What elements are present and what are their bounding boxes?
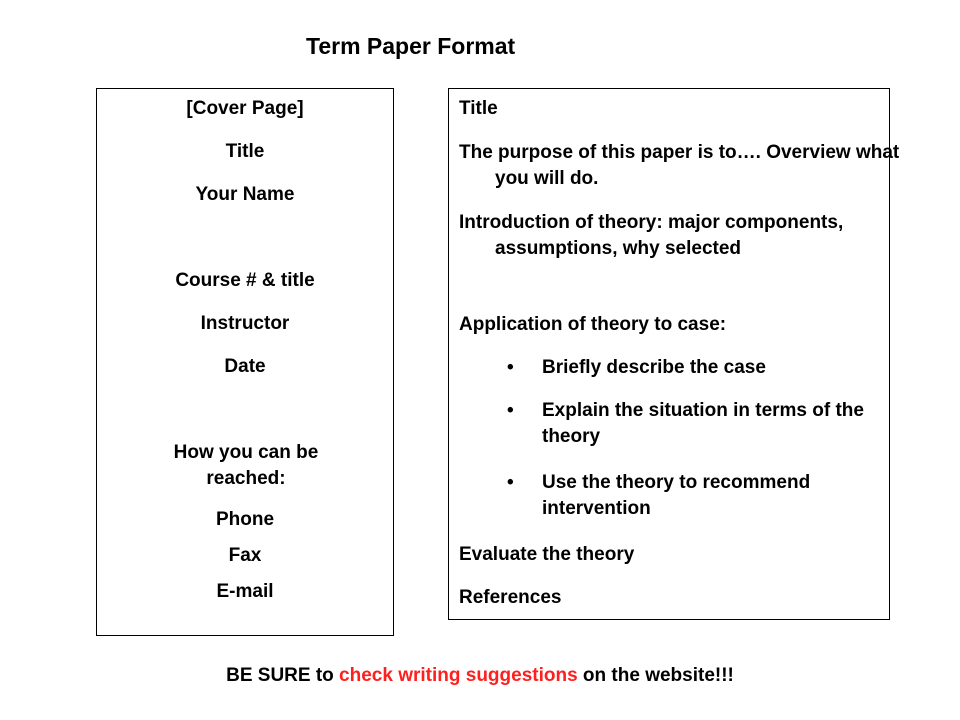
footer-prefix: BE SURE to: [226, 665, 340, 686]
cover-contact-heading: How you can be reached:: [173, 442, 319, 489]
bullet-text: Explain the situation in terms of the theory: [542, 400, 864, 447]
footer-reminder: [0, 663, 960, 689]
bullet-text: Use the theory to recommend intervention: [542, 472, 811, 519]
cover-title-line: Title: [225, 141, 265, 162]
list-item: [507, 355, 877, 381]
cover-page-heading: [Cover Page]: [186, 98, 304, 119]
page-title: Term Paper Format: [306, 33, 516, 59]
outline-references: References: [459, 587, 562, 608]
cover-phone-line: Phone: [215, 509, 275, 530]
bullet-marker: •: [507, 472, 514, 493]
footer-highlight: check writing suggestions: [339, 665, 578, 686]
bullet-marker: •: [507, 400, 514, 421]
cover-name-line: Your Name: [195, 184, 295, 205]
cover-fax-line: Fax: [228, 545, 262, 566]
bullet-text: Briefly describe the case: [542, 357, 766, 378]
outline-evaluate: Evaluate the theory: [459, 544, 635, 565]
cover-course-line: Course # & title: [175, 270, 315, 291]
list-item: [507, 470, 877, 522]
outline-application: Application of theory to case:: [459, 314, 727, 335]
list-item: [507, 398, 877, 450]
cover-page-box: [96, 88, 394, 636]
bullet-marker: •: [507, 357, 514, 378]
cover-email-line: E-mail: [216, 581, 274, 602]
footer-suffix: on the website!!!: [577, 665, 734, 686]
cover-instructor-line: Instructor: [200, 313, 290, 334]
cover-date-line: Date: [224, 356, 266, 377]
outline-title: Title: [459, 98, 498, 119]
outline-introduction: Introduction of theory: major components, assumptions, why selected: [459, 212, 844, 259]
paper-outline-box: [448, 88, 900, 620]
outline-purpose: The purpose of this paper is to…. Overview what you will do.: [459, 142, 900, 189]
